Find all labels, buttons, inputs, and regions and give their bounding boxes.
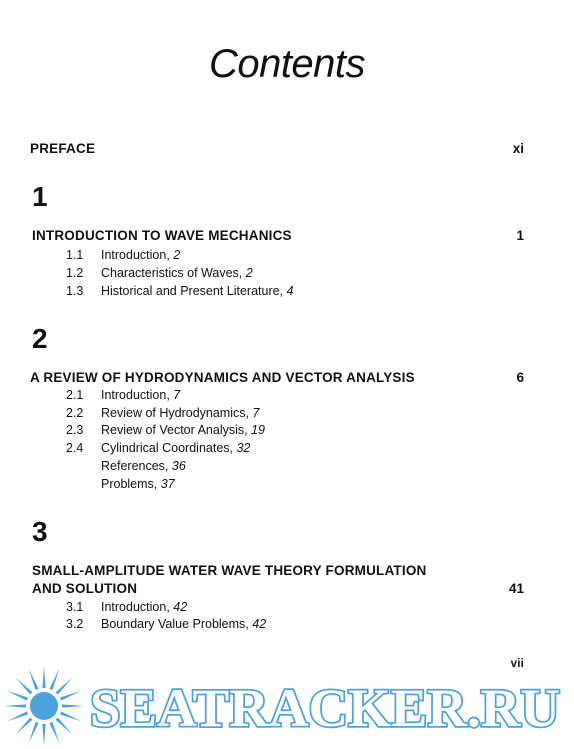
chapter-3-title-line-1: SMALL-AMPLITUDE WATER WAVE THEORY FORMULATION [32, 563, 427, 578]
entry-1-2: Characteristics of Waves, 2 [101, 266, 253, 280]
entry-1-2-number: 1.2 [66, 266, 84, 280]
chapter-2-title: A REVIEW OF HYDRODYNAMICS AND VECTOR ANALYSIS [30, 370, 415, 385]
chapter-1-number: 1 [32, 181, 48, 212]
entry-2-4-number: 2.4 [66, 441, 84, 455]
entry-2-3: Review of Vector Analysis, 19 [101, 423, 265, 437]
watermark-logo [0, 666, 574, 749]
chapter-2-number: 2 [32, 323, 48, 354]
entry-3-1-number: 3.1 [66, 600, 84, 614]
chapter-1-title: INTRODUCTION TO WAVE MECHANICS [32, 228, 292, 243]
entry-1-3: Historical and Present Literature, 4 [101, 284, 294, 298]
preface-page: xi [512, 141, 524, 156]
entry-1-1-number: 1.1 [66, 248, 84, 262]
chapter-1-page: 1 [516, 228, 524, 243]
chapter-2-page: 6 [516, 370, 524, 385]
entry-2-references: References, 36 [101, 459, 186, 473]
entry-2-3-number: 2.3 [66, 423, 84, 437]
sun-icon [4, 666, 84, 746]
entry-2-2: Review of Hydrodynamics, 7 [101, 406, 260, 420]
page-title: Contents [208, 42, 366, 86]
chapter-3-page: 41 [508, 581, 524, 596]
chapter-3-number: 3 [32, 516, 48, 547]
page-folio: vii [510, 658, 524, 670]
chapter-3-title-line-2: AND SOLUTION [32, 581, 138, 596]
entry-2-1: Introduction, 7 [101, 388, 181, 402]
entry-3-2-number: 3.2 [66, 617, 84, 631]
watermark-text: SEATRACKER.RU [90, 678, 560, 738]
entry-2-4: Cylindrical Coordinates, 32 [101, 441, 251, 455]
entry-3-2: Boundary Value Problems, 42 [101, 617, 267, 631]
entry-1-1: Introduction, 2 [101, 248, 181, 262]
entry-2-1-number: 2.1 [66, 388, 84, 402]
entry-2-2-number: 2.2 [66, 406, 84, 420]
preface-label: PREFACE [30, 141, 96, 156]
entry-2-problems: Problems, 37 [101, 477, 175, 491]
entry-3-1: Introduction, 42 [101, 600, 188, 614]
entry-1-3-number: 1.3 [66, 284, 84, 298]
